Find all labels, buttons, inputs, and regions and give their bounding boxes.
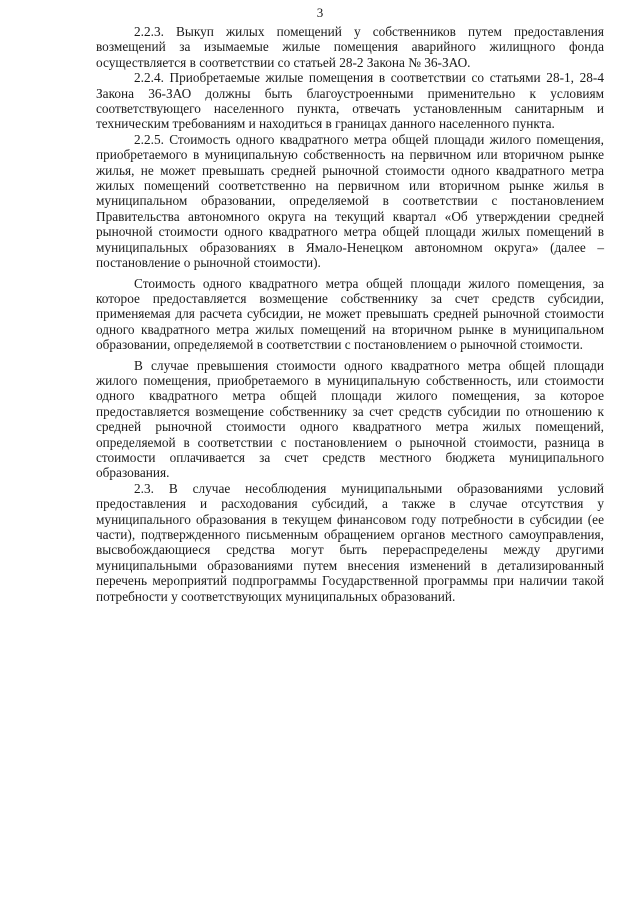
document-body — [96, 24, 604, 604]
paragraph-cost-compensation: Стоимость одного квадратного метра общей площади жилого помещения, за которое предоставляется возмещение собственнику за счет средств субсидии, применяемая для расчета субсидии, не может превышать средней рыночной стоимости одного квадратного метра жилых помещений на вторичном рынке в муниципальном образовании, определяемой в соответствии с постановлением о рыночной стоимости. — [96, 275, 604, 353]
paragraph-2-2-3: 2.2.3. Выкуп жилых помещений у собственников путем предоставления возмещений за изымаемые жилые помещения аварийного жилищного фонда осуществляется в соответствии со статьей 28-2 Закона № 36-ЗАО. — [96, 24, 604, 70]
paragraph-2-2-5: 2.2.5. Стоимость одного квадратного метра общей площади жилого помещения, приобретаемого в муниципальную собственность на первичном или вторичном рынке жилья, не может превышать средней рыночной стоимости одного квадратного метра жилых помещений соответственно на первичном или вторичном рынке жилья в муниципальном образовании, определяемой в соответствии с постановлением Правительства автономного округа на текущий квартал «Об утверждении средней рыночной стоимости одного квадратного метра общей площади жилых помещений в муниципальных образованиях в Ямало-Ненецком автономном округа» (далее – постановление о рыночной стоимости). — [96, 131, 604, 271]
paragraph-2-2-4: 2.2.4. Приобретаемые жилые помещения в соответствии со статьями 28-1, 28-4 Закона 36-ЗАО должны быть благоустроенными применительно к условиям соответствующего населенного пункта, отвечать установленным санитарным и техническим требованиям и находиться в границах данного населенного пункта. — [96, 70, 604, 132]
page-number: 3 — [316, 5, 324, 20]
paragraph-2-3: 2.3. В случае несоблюдения муниципальными образованиями условий предоставления и расходования субсидий, а также в случае отсутствия у муниципального образования в текущем финансовом году потребности в субсидии (ее части), подтвержденного письменным обращением органов местного самоуправления, высвобождающиеся средства могут быть перераспределены между другими муниципальными образованиями путем внесения изменений в детализированный перечень мероприятий подпрограммы Государственной программы при наличии такой потребности у соответствующих муниципальных образований. — [96, 480, 604, 604]
paragraph-cost-excess: В случае превышения стоимости одного квадратного метра общей площади жилого помещения, приобретаемого в муниципальную собственность, или стоимости одного квадратного метра общей площади жилого помещения, за которое предоставляется возмещение собственнику за счет средств субсидии по отношению к средней рыночной стоимости одного квадратного метра жилых помещений, определяемой в соответствии с постановлением о рыночной стоимости, разница в стоимости оплачивается за счет средств местного бюджета муниципального образования. — [96, 357, 604, 481]
